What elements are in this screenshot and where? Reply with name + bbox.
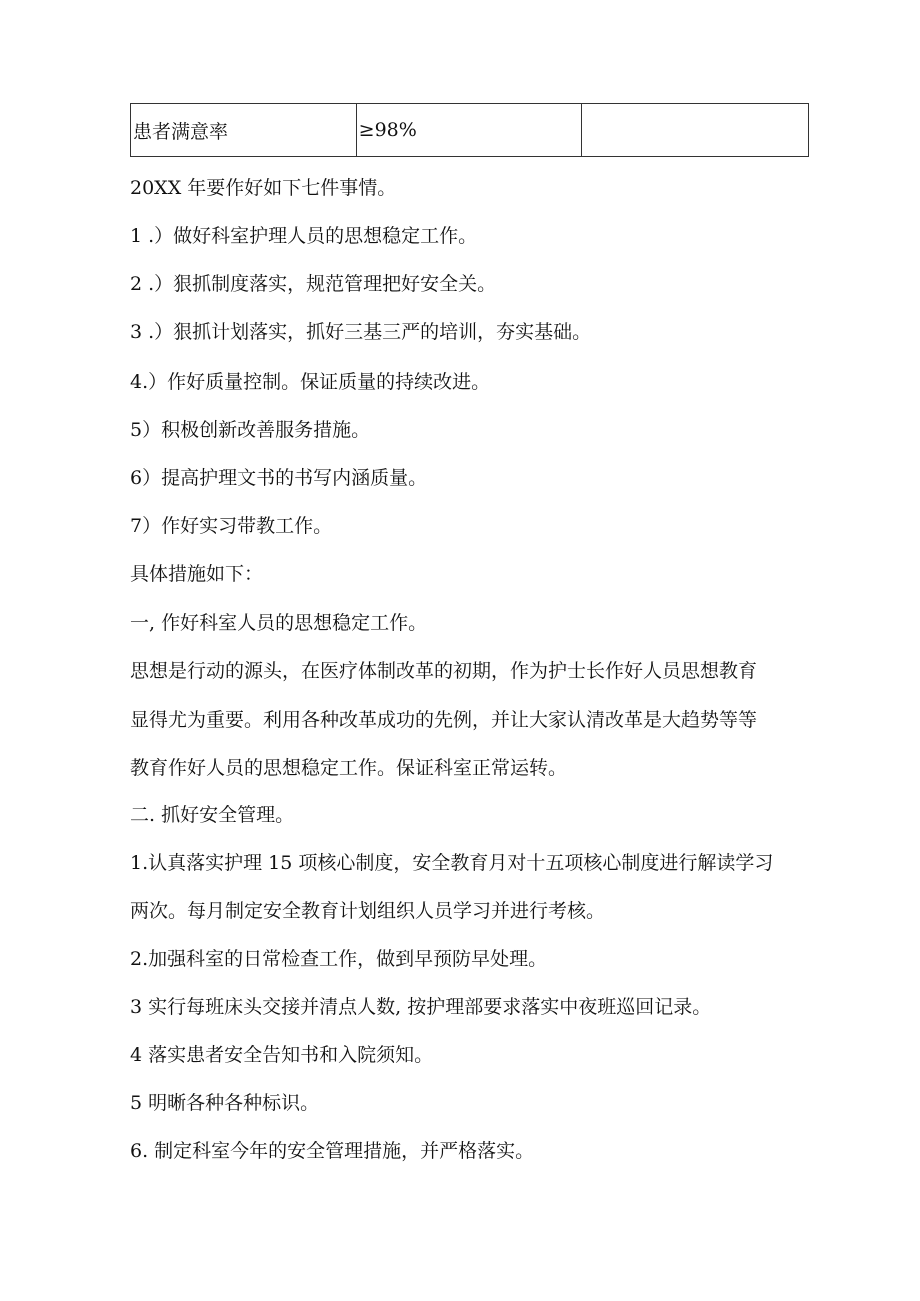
plan-item-3: 3 .）狠抓计划落实，抓好三基三严的培训，夯实基础。 bbox=[130, 321, 592, 343]
section-heading-1: 一, 作好科室人员的思想稳定工作。 bbox=[130, 612, 428, 634]
safety-item-5: 5 明晰各种各种标识。 bbox=[130, 1092, 320, 1114]
plan-item-7: 7）作好实习带教工作。 bbox=[130, 515, 333, 537]
table-row bbox=[131, 104, 809, 157]
plan-item-2: 2 .）狠抓制度落实，规范管理把好安全关。 bbox=[130, 273, 497, 295]
indicator-note-cell bbox=[582, 104, 809, 157]
paragraph-line: 显得尤为重要。利用各种改革成功的先例，并让大家认清改革是大趋势等等 bbox=[130, 709, 758, 731]
safety-item-1: 1.认真落实护理 15 项核心制度，安全教育月对十五项核心制度进行解读学习 bbox=[130, 852, 774, 874]
safety-item-6: 6. 制定科室今年的安全管理措施，并严格落实。 bbox=[130, 1140, 535, 1162]
plan-item-1: 1 .）做好科室护理人员的思想稳定工作。 bbox=[130, 225, 478, 247]
indicator-table bbox=[130, 103, 809, 157]
plan-item-4: 4.）作好质量控制。保证质量的持续改进。 bbox=[130, 371, 491, 393]
safety-item-2: 2.加强科室的日常检查工作，做到早预防早处理。 bbox=[130, 948, 548, 970]
indicator-name-cell: 患者满意率 bbox=[131, 104, 357, 157]
plan-item-6: 6）提高护理文书的书写内涵质量。 bbox=[130, 467, 428, 489]
plan-intro: 20XX 年要作好如下七件事情。 bbox=[130, 177, 397, 199]
section-heading-2: 二. 抓好安全管理。 bbox=[130, 804, 295, 826]
paragraph-line: 思想是行动的源头，在医疗体制改革的初期，作为护士长作好人员思想教育 bbox=[130, 660, 758, 682]
safety-item-4: 4 落实患者安全告知书和入院须知。 bbox=[130, 1044, 434, 1066]
measures-heading: 具体措施如下： bbox=[130, 563, 264, 585]
indicator-value-cell: ≥98% bbox=[356, 104, 582, 157]
safety-item-3: 3 实行每班床头交接并清点人数, 按护理部要求落实中夜班巡回记录。 bbox=[130, 996, 712, 1018]
paragraph-line: 教育作好人员的思想稳定工作。保证科室正常运转。 bbox=[130, 757, 568, 779]
safety-item-1-cont: 两次。每月制定安全教育计划组织人员学习并进行考核。 bbox=[130, 900, 606, 922]
plan-item-5: 5）积极创新改善服务措施。 bbox=[130, 419, 371, 441]
